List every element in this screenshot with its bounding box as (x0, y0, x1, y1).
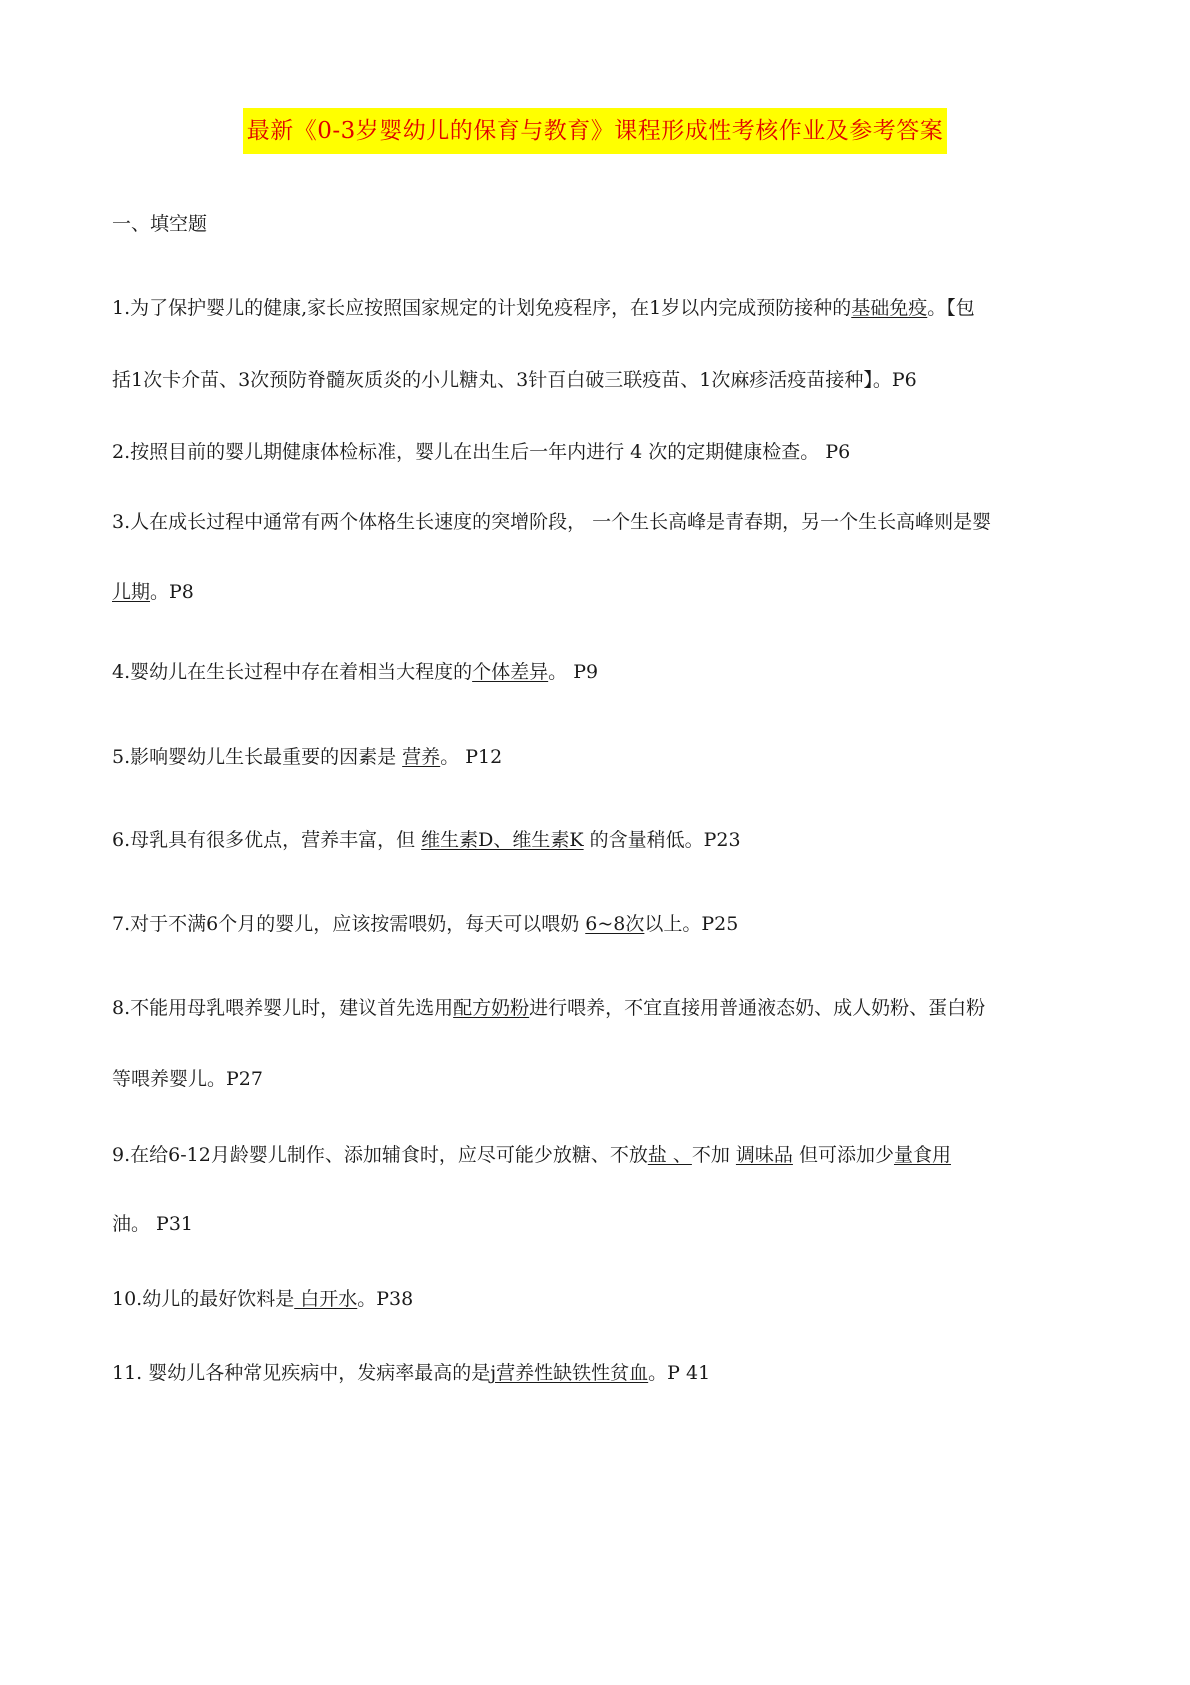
answer-blank: j营养性缺铁性贫血 (490, 1362, 649, 1384)
section-heading: 一、填空题 (112, 213, 208, 235)
question-text: 10.幼儿的最好饮料是 (112, 1288, 295, 1310)
question-line (112, 296, 975, 320)
answer-blank: 基础免疫 (851, 297, 928, 319)
question-text: 2.按照目前的婴儿期健康体检标准，婴儿在出生后一年内进行 4 次的定期健康检查。 P6 (112, 441, 851, 463)
question-text: 8.不能用母乳喂养婴儿时，建议首先选用 (112, 997, 454, 1019)
answer-blank: 营养 (402, 746, 441, 768)
question-line (112, 580, 194, 604)
question-text: 。P 41 (648, 1362, 711, 1384)
question-text: 以上。P25 (644, 913, 739, 935)
question-text: 6.母乳具有很多优点，营养丰富，但 (112, 829, 422, 851)
question-line (112, 1067, 263, 1091)
question-text: 的含量稍低。P23 (583, 829, 741, 851)
question-text: 9.在给6-12月龄婴儿制作、添加辅食时，应尽可能少放糖、不放 (112, 1144, 648, 1166)
question-text: 4.婴幼儿在生长过程中存在着相当大程度的 (112, 661, 473, 683)
question-line (112, 510, 991, 534)
question-text: 7.对于不满6个月的婴儿，应该按需喂奶，每天可以喂奶 (112, 913, 586, 935)
question-line (112, 745, 502, 769)
answer-blank: 调味品 (735, 1144, 793, 1166)
answer-blank: 配方奶粉 (453, 997, 530, 1019)
document-title: 最新《0-3岁婴幼儿的保育与教育》课程形成性考核作业及参考答案 (243, 108, 948, 154)
question-text: 。P8 (150, 581, 194, 603)
question-text: 油。 P31 (112, 1213, 194, 1235)
question-text: 等喂养婴儿。P27 (112, 1068, 263, 1090)
answer-blank: 盐 、 (647, 1144, 692, 1166)
question-line (112, 440, 850, 464)
question-text: 。 P12 (440, 746, 503, 768)
title-wrap (0, 108, 1190, 154)
question-text: 进行喂养，不宜直接用普通液态奶、成人奶粉、蛋白粉 (529, 997, 986, 1019)
question-line (112, 828, 741, 852)
question-line (112, 660, 598, 684)
question-text: 。 P9 (548, 661, 599, 683)
answer-blank: 维生素D、维生素K (421, 829, 584, 851)
answer-blank: 量食用 (893, 1144, 951, 1166)
question-line (112, 368, 917, 392)
question-line (112, 1143, 951, 1167)
question-text: 3.人在成长过程中通常有两个体格生长速度的突增阶段， 一个生长高峰是青春期，另一个生长高峰则是婴 (112, 511, 992, 533)
question-line (112, 1287, 413, 1311)
answer-blank: 儿期 (112, 581, 151, 603)
question-text: 不加 (691, 1144, 736, 1166)
question-line (112, 1361, 710, 1385)
question-text: 。【包 (927, 297, 975, 319)
question-text: 11. 婴幼儿各种常见疾病中，发病率最高的是 (112, 1362, 491, 1384)
question-text: 。P38 (357, 1288, 414, 1310)
answer-blank: 个体差异 (472, 661, 549, 683)
question-text: 5.影响婴幼儿生长最重要的因素是 (112, 746, 403, 768)
question-line (112, 996, 985, 1020)
question-text: 括1次卡介苗、3次预防脊髓灰质炎的小儿糖丸、3针百白破三联疫苗、1次麻疹活疫苗接种】。P6 (112, 369, 917, 391)
question-text: 但可添加少 (792, 1144, 894, 1166)
answer-blank: 白开水 (294, 1288, 358, 1310)
question-line (112, 912, 738, 936)
question-text: 1.为了保护婴儿的健康,家长应按照国家规定的计划免疫程序，在1岁以内完成预防接种的 (112, 297, 852, 319)
answer-blank: 6~8次 (585, 913, 645, 935)
question-line (112, 1212, 193, 1236)
